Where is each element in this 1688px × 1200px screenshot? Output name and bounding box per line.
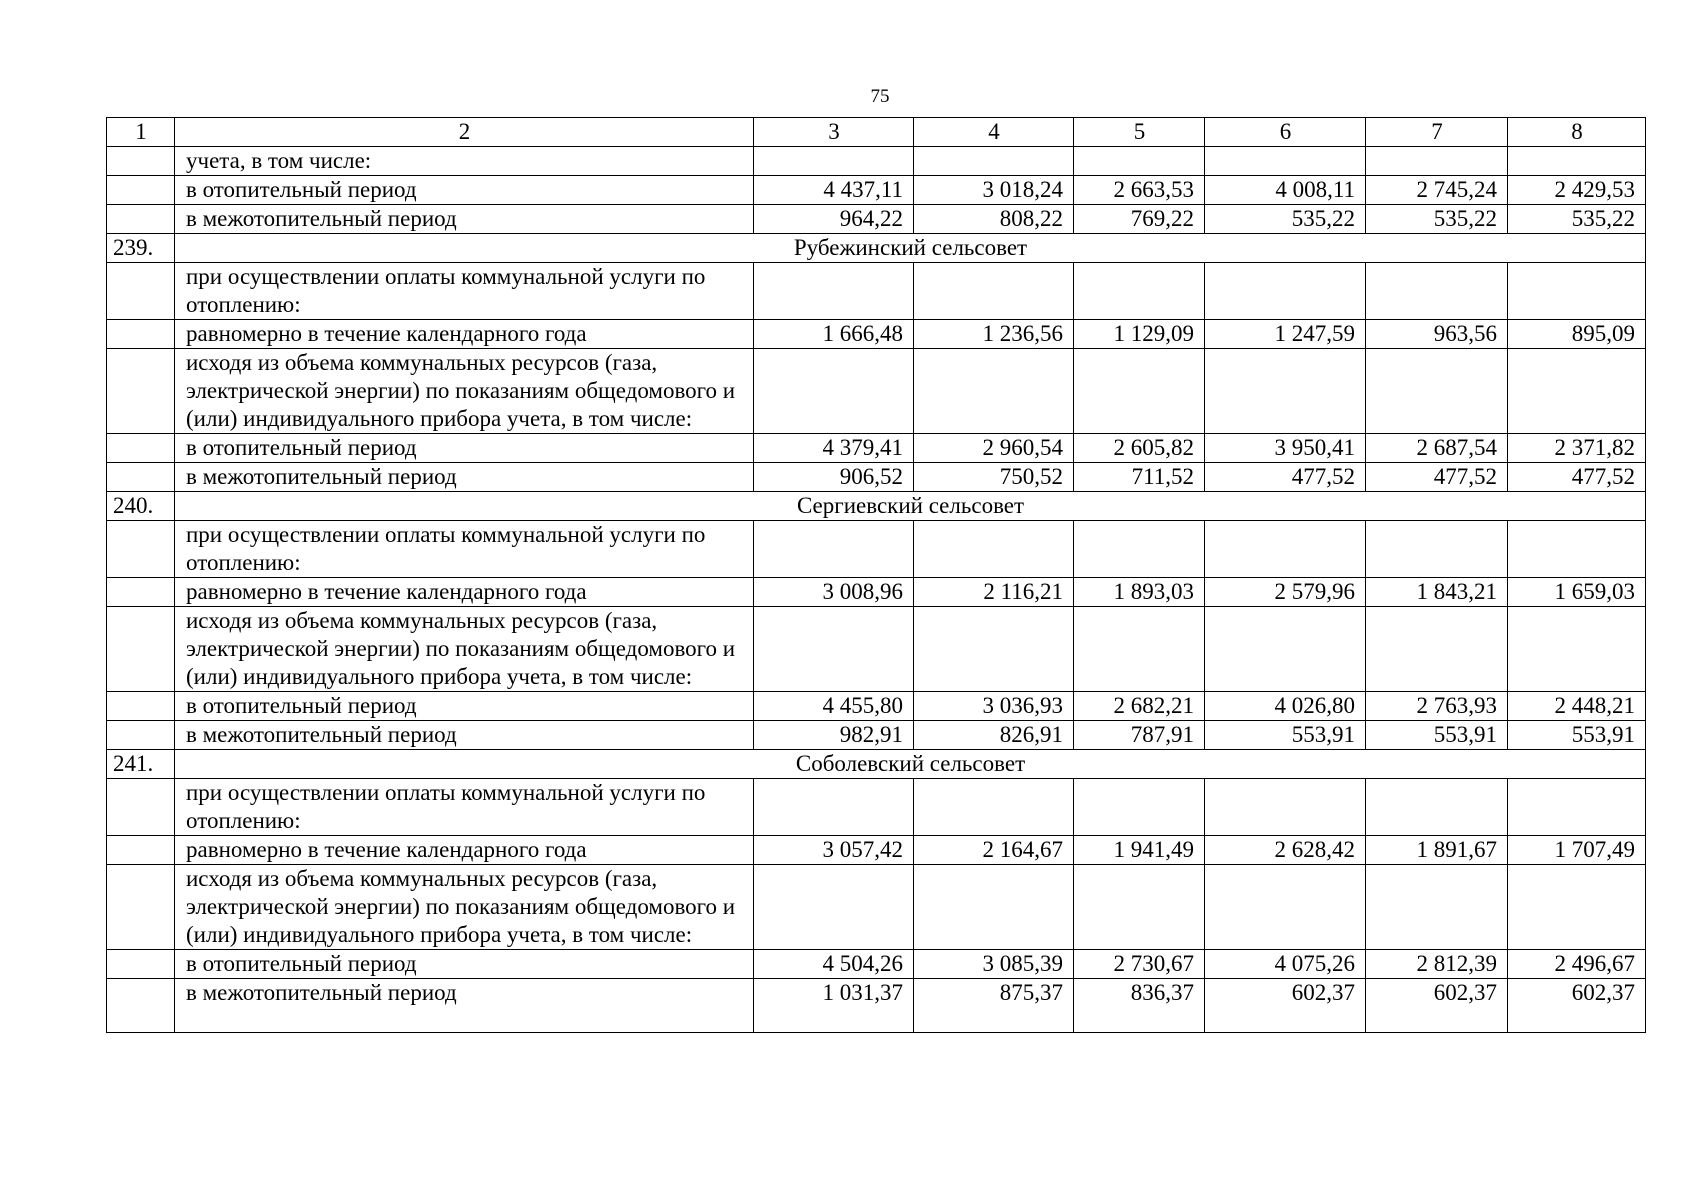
value-cell-col8 <box>1508 349 1646 434</box>
row-index-cell <box>107 434 175 463</box>
value-cell-col4: 3 085,39 <box>914 950 1074 979</box>
value-cell-col5: 769,22 <box>1074 205 1205 234</box>
table-row <box>107 434 1646 463</box>
value-cell-col8: 2 371,82 <box>1508 434 1646 463</box>
value-cell-col4: 2 960,54 <box>914 434 1074 463</box>
value-cell-col3: 4 504,26 <box>754 950 914 979</box>
table-body <box>107 118 1646 1033</box>
value-cell-col3: 4 437,11 <box>754 176 914 205</box>
value-cell-col5 <box>1074 263 1205 320</box>
value-cell-col5 <box>1074 607 1205 692</box>
value-cell-col6: 2 579,96 <box>1205 578 1366 607</box>
value-cell-col4 <box>914 349 1074 434</box>
tariff-table <box>106 117 1646 1033</box>
table-row <box>107 147 1646 176</box>
header-row <box>107 118 1646 147</box>
value-cell-col3: 982,91 <box>754 721 914 750</box>
row-label: в межотопительный период <box>175 721 754 750</box>
value-cell-col6: 553,91 <box>1205 721 1366 750</box>
row-index-cell <box>107 578 175 607</box>
table-row <box>107 176 1646 205</box>
value-cell-col8: 1 659,03 <box>1508 578 1646 607</box>
row-label: в межотопительный период <box>175 463 754 492</box>
value-cell-col6: 2 628,42 <box>1205 836 1366 865</box>
row-index-cell <box>107 349 175 434</box>
value-cell-col7: 963,56 <box>1366 320 1508 349</box>
value-cell-col7 <box>1366 521 1508 578</box>
value-cell-col8: 2 496,67 <box>1508 950 1646 979</box>
row-label: равномерно в течение календарного года <box>175 578 754 607</box>
value-cell-col5: 2 663,53 <box>1074 176 1205 205</box>
value-cell-col5: 1 941,49 <box>1074 836 1205 865</box>
value-cell-col8: 553,91 <box>1508 721 1646 750</box>
value-cell-col4: 2 164,67 <box>914 836 1074 865</box>
value-cell-col8: 535,22 <box>1508 205 1646 234</box>
value-cell-col3: 906,52 <box>754 463 914 492</box>
value-cell-col3 <box>754 349 914 434</box>
row-index-cell <box>107 463 175 492</box>
value-cell-col4: 875,37 <box>914 979 1074 1033</box>
value-cell-col6 <box>1205 607 1366 692</box>
column-header-7: 7 <box>1366 118 1508 147</box>
table-row <box>107 950 1646 979</box>
table-row <box>107 320 1646 349</box>
section-number: 241. <box>107 750 175 779</box>
table-row <box>107 205 1646 234</box>
value-cell-col7 <box>1366 147 1508 176</box>
value-cell-col6 <box>1205 521 1366 578</box>
value-cell-col7: 1 843,21 <box>1366 578 1508 607</box>
value-cell-col4 <box>914 779 1074 836</box>
value-cell-col7: 2 763,93 <box>1366 692 1508 721</box>
value-cell-col7 <box>1366 865 1508 950</box>
table-row <box>107 979 1646 1033</box>
page-number: 75 <box>870 86 890 107</box>
value-cell-col8 <box>1508 607 1646 692</box>
value-cell-col3: 1 666,48 <box>754 320 914 349</box>
row-index-cell <box>107 521 175 578</box>
value-cell-col4 <box>914 521 1074 578</box>
value-cell-col4: 808,22 <box>914 205 1074 234</box>
row-label: исходя из объема коммунальных ресурсов (газа, электрической энергии) по показаниям общедомового и (или) индивидуального прибора учета, в том числе: <box>175 349 754 434</box>
table-row <box>107 779 1646 836</box>
value-cell-col3 <box>754 263 914 320</box>
value-cell-col4: 750,52 <box>914 463 1074 492</box>
row-index-cell <box>107 721 175 750</box>
row-label: исходя из объема коммунальных ресурсов (газа, электрической энергии) по показаниям общедомового и (или) индивидуального прибора учета, в том числе: <box>175 865 754 950</box>
row-index-cell <box>107 979 175 1033</box>
row-label: при осуществлении оплаты коммунальной услуги по отоплению: <box>175 779 754 836</box>
value-cell-col7 <box>1366 607 1508 692</box>
value-cell-col6: 4 026,80 <box>1205 692 1366 721</box>
value-cell-col8: 602,37 <box>1508 979 1646 1033</box>
value-cell-col5 <box>1074 349 1205 434</box>
value-cell-col5: 787,91 <box>1074 721 1205 750</box>
table-row <box>107 692 1646 721</box>
row-label: исходя из объема коммунальных ресурсов (газа, электрической энергии) по показаниям общедомового и (или) индивидуального прибора учета, в том числе: <box>175 607 754 692</box>
value-cell-col7: 602,37 <box>1366 979 1508 1033</box>
row-label: учета, в том числе: <box>175 147 754 176</box>
value-cell-col6: 535,22 <box>1205 205 1366 234</box>
value-cell-col3: 1 031,37 <box>754 979 914 1033</box>
value-cell-col3 <box>754 607 914 692</box>
value-cell-col6 <box>1205 865 1366 950</box>
column-header-3: 3 <box>754 118 914 147</box>
column-header-4: 4 <box>914 118 1074 147</box>
value-cell-col8 <box>1508 147 1646 176</box>
value-cell-col3: 964,22 <box>754 205 914 234</box>
value-cell-col8: 895,09 <box>1508 320 1646 349</box>
row-index-cell <box>107 607 175 692</box>
section-title: Соболевский сельсовет <box>175 750 1646 779</box>
value-cell-col5: 1 893,03 <box>1074 578 1205 607</box>
column-header-2: 2 <box>175 118 754 147</box>
value-cell-col7 <box>1366 779 1508 836</box>
value-cell-col5: 2 730,67 <box>1074 950 1205 979</box>
table-row <box>107 865 1646 950</box>
table-row <box>107 463 1646 492</box>
table-row <box>107 607 1646 692</box>
value-cell-col3 <box>754 521 914 578</box>
value-cell-col7: 477,52 <box>1366 463 1508 492</box>
value-cell-col3: 3 057,42 <box>754 836 914 865</box>
row-index-cell <box>107 320 175 349</box>
value-cell-col7: 2 812,39 <box>1366 950 1508 979</box>
value-cell-col8 <box>1508 779 1646 836</box>
value-cell-col5 <box>1074 779 1205 836</box>
section-title: Сергиевский сельсовет <box>175 492 1646 521</box>
row-index-cell <box>107 692 175 721</box>
row-label: в отопительный период <box>175 692 754 721</box>
value-cell-col3: 4 379,41 <box>754 434 914 463</box>
row-label: при осуществлении оплаты коммунальной услуги по отоплению: <box>175 263 754 320</box>
value-cell-col8 <box>1508 865 1646 950</box>
column-header-8: 8 <box>1508 118 1646 147</box>
value-cell-col4: 3 036,93 <box>914 692 1074 721</box>
value-cell-col7: 1 891,67 <box>1366 836 1508 865</box>
column-header-1: 1 <box>107 118 175 147</box>
value-cell-col6: 3 950,41 <box>1205 434 1366 463</box>
value-cell-col7 <box>1366 263 1508 320</box>
row-index-cell <box>107 205 175 234</box>
value-cell-col8: 2 448,21 <box>1508 692 1646 721</box>
value-cell-col6 <box>1205 147 1366 176</box>
value-cell-col6 <box>1205 263 1366 320</box>
value-cell-col5 <box>1074 865 1205 950</box>
value-cell-col5 <box>1074 521 1205 578</box>
value-cell-col8 <box>1508 263 1646 320</box>
value-cell-col7: 553,91 <box>1366 721 1508 750</box>
value-cell-col8: 477,52 <box>1508 463 1646 492</box>
value-cell-col3: 4 455,80 <box>754 692 914 721</box>
value-cell-col4: 2 116,21 <box>914 578 1074 607</box>
value-cell-col7: 2 687,54 <box>1366 434 1508 463</box>
row-index-cell <box>107 147 175 176</box>
section-number: 239. <box>107 234 175 263</box>
value-cell-col3 <box>754 865 914 950</box>
value-cell-col6 <box>1205 779 1366 836</box>
value-cell-col8: 1 707,49 <box>1508 836 1646 865</box>
row-label: при осуществлении оплаты коммунальной услуги по отоплению: <box>175 521 754 578</box>
value-cell-col6: 4 008,11 <box>1205 176 1366 205</box>
value-cell-col8 <box>1508 521 1646 578</box>
section-header-row <box>107 234 1646 263</box>
value-cell-col5: 711,52 <box>1074 463 1205 492</box>
row-label: в отопительный период <box>175 434 754 463</box>
value-cell-col4: 826,91 <box>914 721 1074 750</box>
column-header-5: 5 <box>1074 118 1205 147</box>
value-cell-col4 <box>914 865 1074 950</box>
value-cell-col4 <box>914 147 1074 176</box>
value-cell-col6: 4 075,26 <box>1205 950 1366 979</box>
row-index-cell <box>107 836 175 865</box>
row-label: в отопительный период <box>175 176 754 205</box>
value-cell-col6: 477,52 <box>1205 463 1366 492</box>
value-cell-col4: 3 018,24 <box>914 176 1074 205</box>
value-cell-col7: 535,22 <box>1366 205 1508 234</box>
value-cell-col4: 1 236,56 <box>914 320 1074 349</box>
value-cell-col5 <box>1074 147 1205 176</box>
table-row <box>107 521 1646 578</box>
row-label: в отопительный период <box>175 950 754 979</box>
section-header-row <box>107 492 1646 521</box>
table-row <box>107 721 1646 750</box>
value-cell-col4 <box>914 263 1074 320</box>
value-cell-col6: 1 247,59 <box>1205 320 1366 349</box>
value-cell-col7: 2 745,24 <box>1366 176 1508 205</box>
column-header-6: 6 <box>1205 118 1366 147</box>
table-row <box>107 349 1646 434</box>
row-label: равномерно в течение календарного года <box>175 320 754 349</box>
row-index-cell <box>107 779 175 836</box>
section-title: Рубежинский сельсовет <box>175 234 1646 263</box>
value-cell-col7 <box>1366 349 1508 434</box>
table-row <box>107 578 1646 607</box>
value-cell-col3: 3 008,96 <box>754 578 914 607</box>
row-index-cell <box>107 865 175 950</box>
table-row <box>107 836 1646 865</box>
value-cell-col3 <box>754 147 914 176</box>
value-cell-col5: 2 605,82 <box>1074 434 1205 463</box>
row-label: в межотопительный период <box>175 205 754 234</box>
value-cell-col5: 2 682,21 <box>1074 692 1205 721</box>
row-index-cell <box>107 176 175 205</box>
row-index-cell <box>107 950 175 979</box>
row-label: равномерно в течение календарного года <box>175 836 754 865</box>
value-cell-col6: 602,37 <box>1205 979 1366 1033</box>
table-row <box>107 263 1646 320</box>
row-label: в межотопительный период <box>175 979 754 1033</box>
value-cell-col6 <box>1205 349 1366 434</box>
section-number: 240. <box>107 492 175 521</box>
row-index-cell <box>107 263 175 320</box>
value-cell-col5: 1 129,09 <box>1074 320 1205 349</box>
value-cell-col4 <box>914 607 1074 692</box>
value-cell-col3 <box>754 779 914 836</box>
section-header-row <box>107 750 1646 779</box>
value-cell-col5: 836,37 <box>1074 979 1205 1033</box>
value-cell-col8: 2 429,53 <box>1508 176 1646 205</box>
